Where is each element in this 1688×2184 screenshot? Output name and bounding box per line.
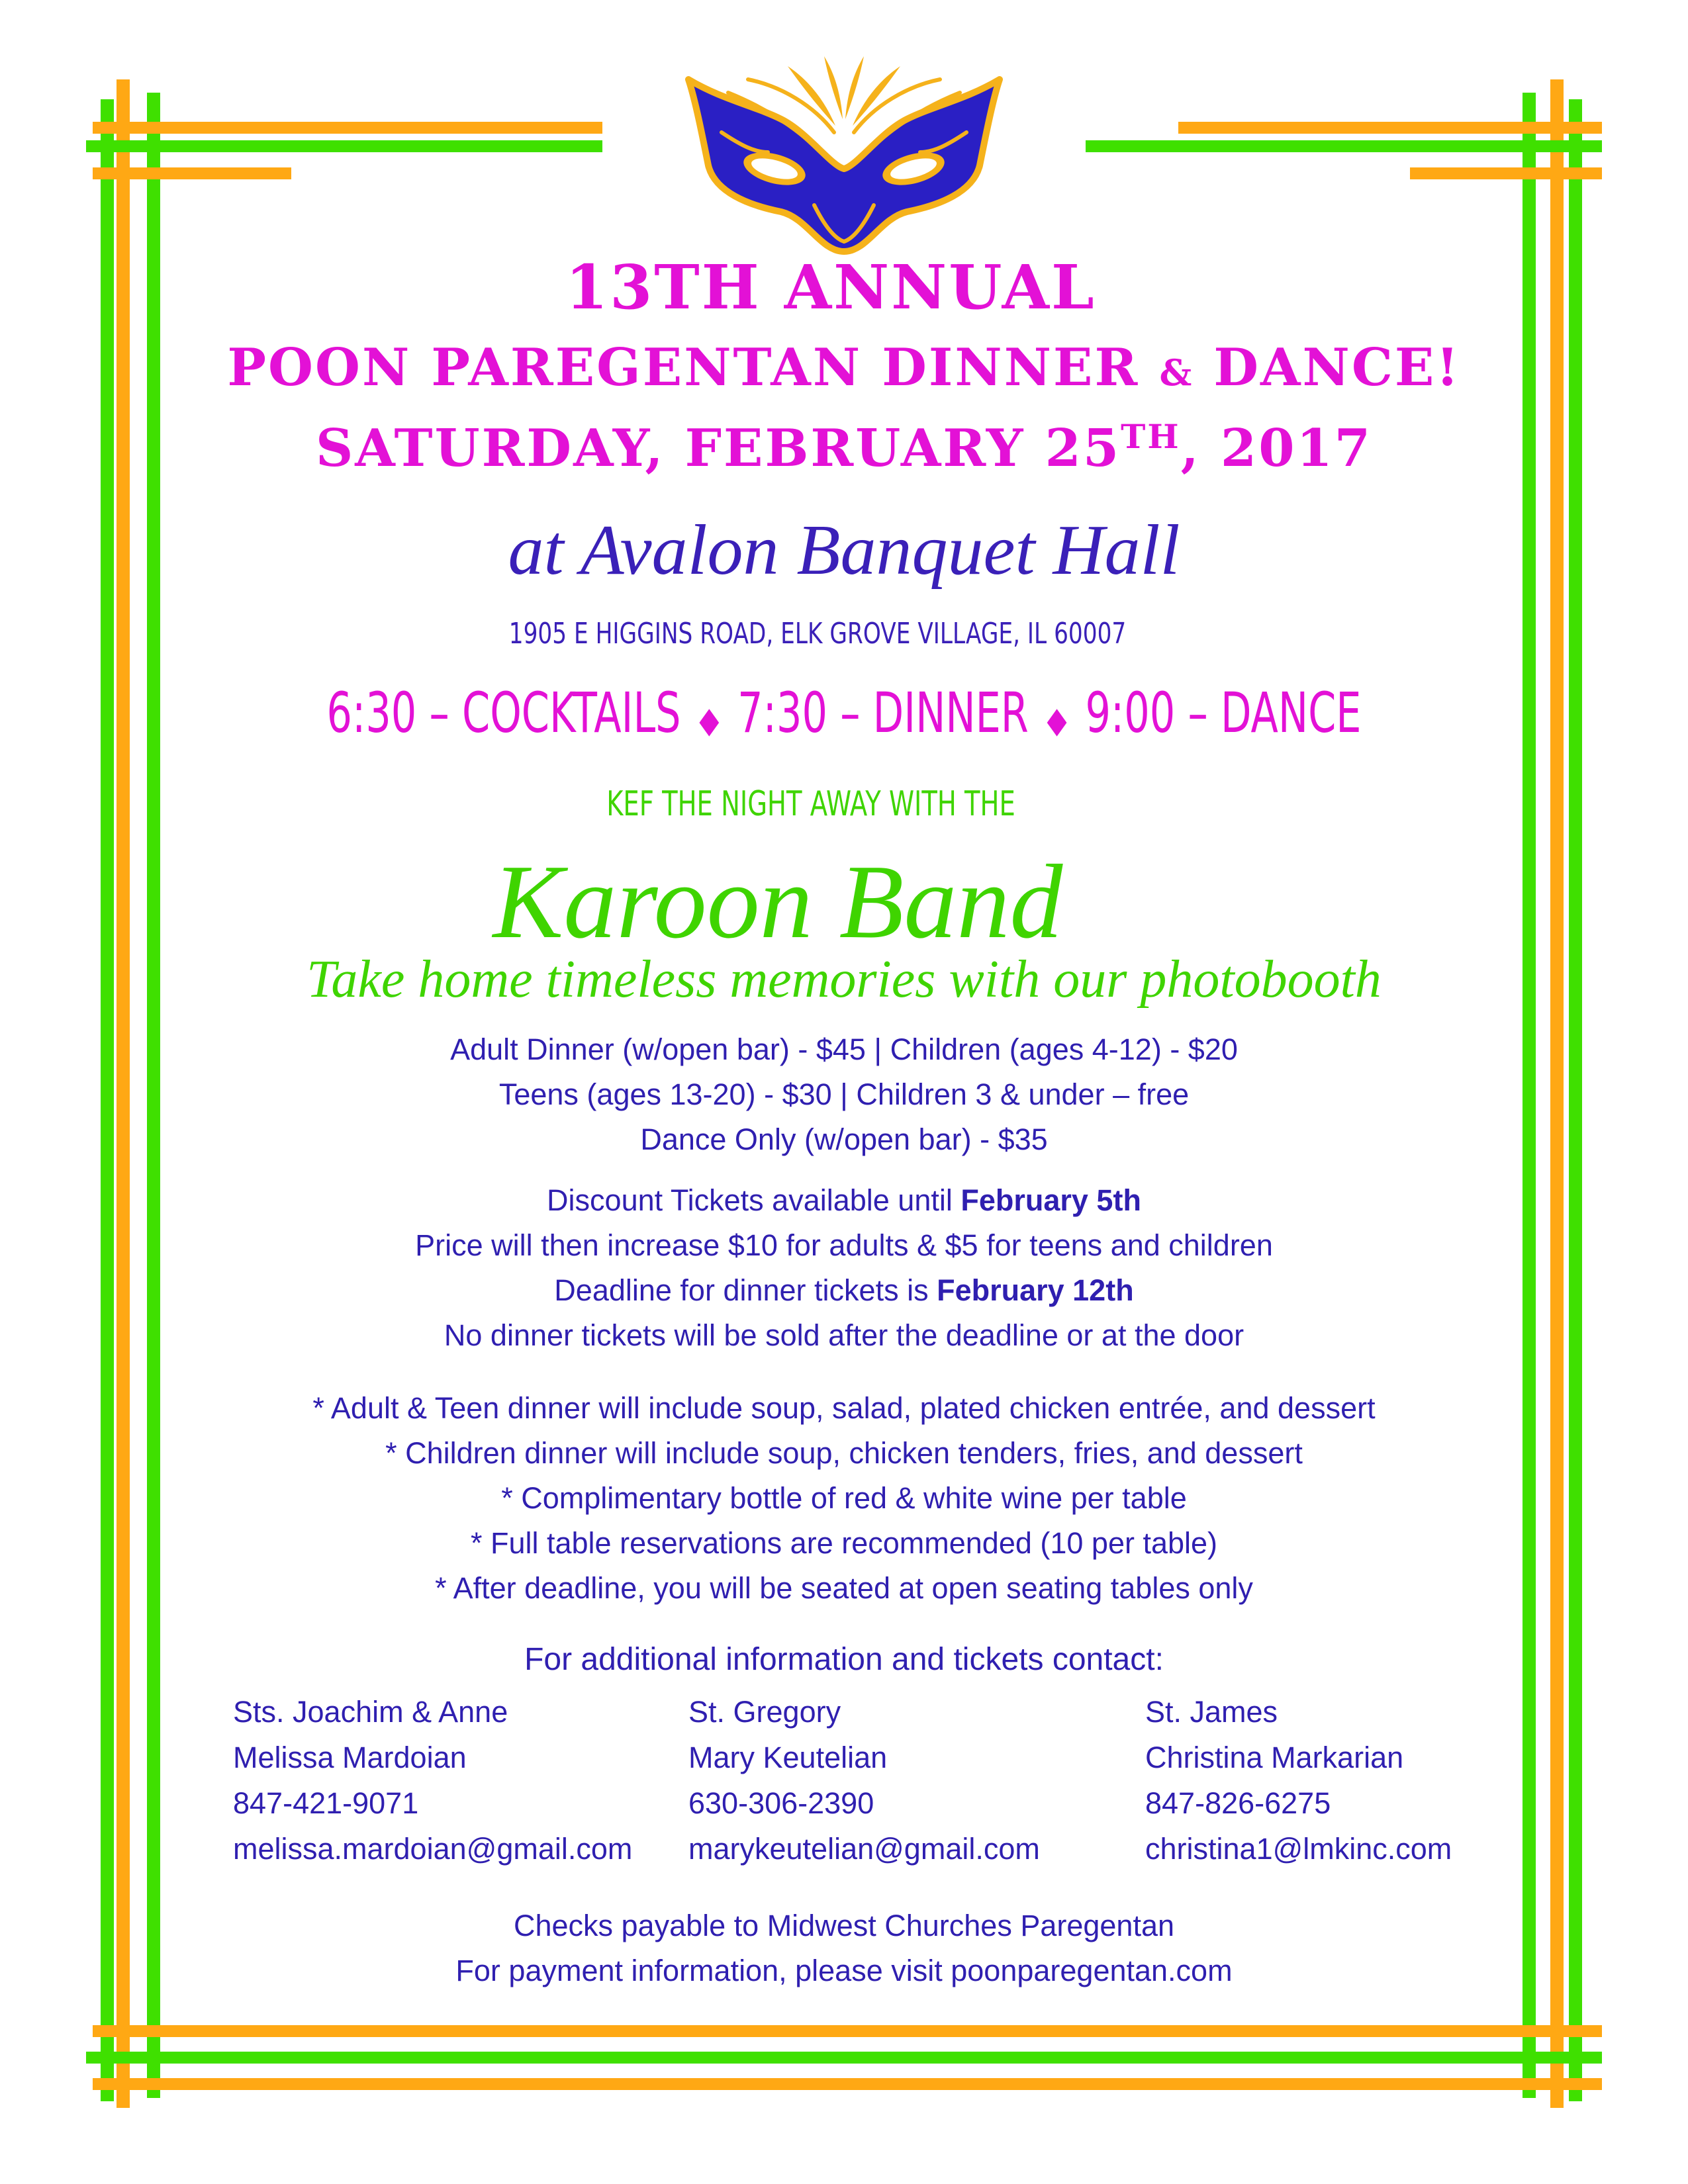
note-item <box>0 1481 1688 1516</box>
border-bottom-orange-1 <box>93 2025 1602 2037</box>
discount-line <box>0 1183 1688 1218</box>
annual-heading <box>0 251 1675 323</box>
pricing-line-1-text: Adult Dinner (w/open bar) - $45 | Children (ages 4-12) - $20 <box>450 1032 1238 1066</box>
contact-church: Sts. Joachim & Anne <box>233 1695 508 1729</box>
contact-email[interactable]: marykeutelian@gmail.com <box>688 1832 1040 1866</box>
event-amp: & <box>1159 351 1194 394</box>
event-title <box>0 338 1688 398</box>
band-name <box>0 841 1622 963</box>
diamond-icon: ◆ <box>1047 699 1067 741</box>
contact-heading-text: For additional information and tickets contact: <box>524 1642 1164 1677</box>
contact-phone[interactable]: 630-306-2390 <box>688 1786 874 1820</box>
date-year: , 2017 <box>1180 418 1373 478</box>
venue-name <box>0 510 1688 592</box>
contact-name: Christina Markarian <box>1145 1741 1404 1774</box>
contact-phone[interactable]: 847-826-6275 <box>1145 1786 1331 1820</box>
photobooth-tagline <box>0 950 1688 1010</box>
no-sales-text: No dinner tickets will be sold after the deadline or at the door <box>444 1318 1244 1352</box>
price-increase-line <box>0 1228 1688 1263</box>
note-item <box>0 1436 1688 1471</box>
contact-email[interactable]: melissa.mardoian@gmail.com <box>233 1832 633 1866</box>
border-top-left-orange-2 <box>93 167 291 179</box>
discount-prefix: Discount Tickets available until <box>547 1183 961 1217</box>
contact-church: St. James <box>1145 1695 1278 1729</box>
venue-name-text: at Avalon Banquet Hall <box>508 511 1180 590</box>
event-name: POON PAREGENTAN DINNER <box>227 338 1140 398</box>
annual-text: 13TH ANNUAL <box>565 251 1096 323</box>
contact-church: St. Gregory <box>688 1695 841 1729</box>
border-top-right-orange-2 <box>1410 167 1602 179</box>
diamond-icon: ◆ <box>699 699 720 741</box>
event-dance: DANCE! <box>1213 338 1461 398</box>
photobooth-text: Take home timeless memories with our photobooth <box>306 950 1382 1009</box>
note-item <box>0 1391 1688 1426</box>
contact-st-james <box>1145 1689 1452 1872</box>
border-top-right-orange-1 <box>1178 122 1602 134</box>
border-bottom-green <box>86 2052 1602 2064</box>
checks-payable-text: Checks payable to Midwest Churches Paregentan <box>513 1909 1175 1942</box>
contact-email[interactable]: christina1@lmkinc.com <box>1145 1832 1452 1866</box>
border-top-right-green <box>1086 140 1602 152</box>
deadline-prefix: Deadline for dinner tickets is <box>554 1273 937 1307</box>
note-item <box>0 1526 1688 1561</box>
music-intro-text: KEF THE NIGHT AWAY WITH THE <box>606 784 1015 824</box>
deadline-date: February 12th <box>937 1273 1134 1307</box>
date-superscript: TH <box>1121 417 1181 456</box>
venue-address <box>160 617 1476 651</box>
border-bottom-orange-2 <box>93 2078 1602 2090</box>
venue-address-text: 1905 E HIGGINS ROAD, ELK GROVE VILLAGE, IL 60007 <box>508 617 1127 651</box>
price-increase-text: Price will then increase $10 for adults & $5 for teens and children <box>415 1228 1273 1262</box>
music-intro <box>187 784 1436 824</box>
date-main: SATURDAY, FEBRUARY 25 <box>315 418 1121 478</box>
deadline-line <box>0 1273 1688 1308</box>
border-top-left-green <box>86 140 602 152</box>
contact-heading <box>0 1641 1688 1678</box>
contact-name: Melissa Mardoian <box>233 1741 467 1774</box>
payment-info-text[interactable]: For payment information, please visit poonparegentan.com <box>455 1954 1233 1987</box>
mardi-gras-mask-icon <box>682 53 1006 271</box>
note-text: * Adult & Teen dinner will include soup, salad, plated chicken entrée, and dessert <box>312 1391 1376 1425</box>
note-text: * Complimentary bottle of red & white wine per table <box>501 1481 1187 1515</box>
border-top-left-orange-1 <box>93 122 602 134</box>
pricing-line-3 <box>0 1122 1688 1157</box>
event-date <box>0 417 1688 478</box>
note-item <box>0 1571 1688 1606</box>
note-text: * Full table reservations are recommended (10 per table) <box>470 1526 1218 1560</box>
note-text: * Children dinner will include soup, chicken tenders, fries, and dessert <box>385 1436 1303 1470</box>
pricing-line-2 <box>0 1077 1688 1112</box>
payment-info <box>0 1954 1688 1988</box>
schedule-dinner: 7:30 – DINNER <box>737 680 1029 745</box>
schedule <box>236 680 1452 745</box>
contact-phone[interactable]: 847-421-9071 <box>233 1786 419 1820</box>
band-name-text: Karoon Band <box>492 842 1063 960</box>
pricing-line-1 <box>0 1032 1688 1067</box>
schedule-dance: 9:00 – DANCE <box>1085 680 1362 745</box>
discount-date: February 5th <box>961 1183 1141 1217</box>
no-sales-line <box>0 1318 1688 1353</box>
checks-payable <box>0 1909 1688 1943</box>
contact-sts-joachim-anne <box>233 1689 632 1872</box>
note-text: * After deadline, you will be seated at open seating tables only <box>435 1571 1253 1605</box>
pricing-line-2-text: Teens (ages 13-20) - $30 | Children 3 & under – free <box>498 1077 1190 1111</box>
contact-st-gregory <box>688 1689 1040 1872</box>
schedule-cocktails: 6:30 – COCKTAILS <box>326 680 681 745</box>
pricing-line-3-text: Dance Only (w/open bar) - $35 <box>640 1122 1048 1156</box>
contact-name: Mary Keutelian <box>688 1741 888 1774</box>
